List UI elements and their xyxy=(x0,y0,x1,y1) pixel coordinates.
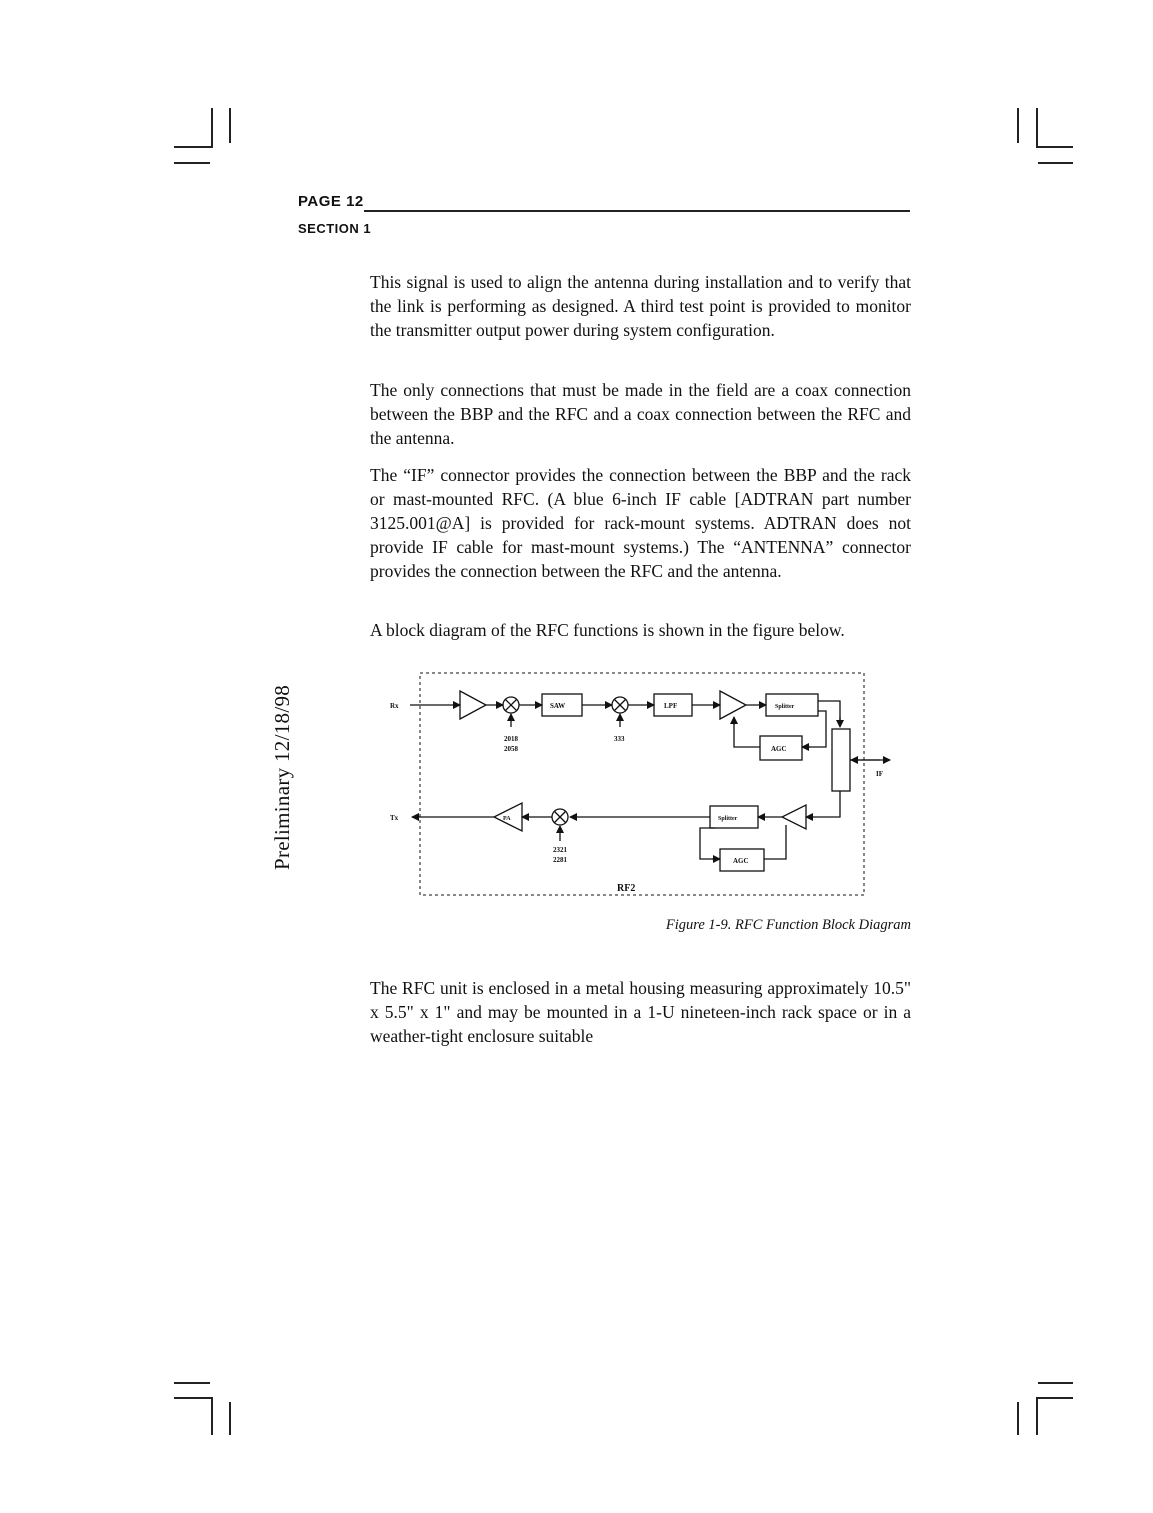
paragraph: The only connections that must be made in the field are a coax connection between the BBP and the RFC and a coax connection between the RFC and the antenna. xyxy=(370,380,911,448)
crop-mark xyxy=(211,108,213,148)
unit-label: RF2 xyxy=(617,883,636,894)
splitter-top-label: Splitter xyxy=(775,704,795,710)
crop-mark xyxy=(1017,108,1019,143)
lo2-freq: 333 xyxy=(614,735,625,743)
tx-label: Tx xyxy=(390,814,399,822)
section-label: SECTION 1 xyxy=(298,221,372,236)
diplexer xyxy=(832,729,850,791)
crop-mark xyxy=(1038,162,1073,164)
crop-mark xyxy=(174,146,213,148)
paragraph: A block diagram of the RFC functions is shown in the figure below. xyxy=(370,620,845,640)
crop-mark xyxy=(211,1397,213,1435)
rfc-block-diagram xyxy=(380,665,910,905)
crop-mark xyxy=(1036,1397,1073,1399)
crop-mark xyxy=(1036,108,1038,148)
splitter-bottom-label: Splitter xyxy=(718,816,738,822)
crop-mark xyxy=(1038,1382,1073,1384)
crop-mark xyxy=(174,162,210,164)
pa-label: PA xyxy=(503,816,511,822)
lo3-freq-a: 2321 xyxy=(553,846,567,854)
crop-mark xyxy=(1036,1397,1038,1435)
paragraph: The RFC unit is enclosed in a metal housing measuring approximately 10.5" x 5.5" x 1" and may be mounted in a 1-U nineteen-inch rack space or in a weather-tight enclosure suitable xyxy=(370,978,911,1046)
rx-agc-amplifier xyxy=(720,691,746,719)
lpf-label: LPF xyxy=(664,702,678,710)
rx-amplifier xyxy=(460,691,486,719)
crop-mark xyxy=(229,1402,231,1435)
crop-mark xyxy=(1017,1402,1019,1435)
agc-top-label: AGC xyxy=(771,745,787,753)
lo1-freq-b: 2058 xyxy=(504,745,518,753)
paragraph: The “IF” connector provides the connection between the BBP and the rack or mast-mounted RFC. (A blue 6-inch IF cable [ADTRAN part number 3125.001@A] is provided for rack-mount systems. ADTRAN does not provide IF cable for mast-mount systems.) The “ANTENNA” connector provides the connection between the RFC and the antenna. xyxy=(370,465,911,581)
rx-label: Rx xyxy=(390,702,399,710)
agc-bottom-label: AGC xyxy=(733,857,749,865)
header-rule xyxy=(364,210,910,212)
lo1-freq-a: 2018 xyxy=(504,735,518,743)
crop-mark xyxy=(174,1397,213,1399)
if-label: IF xyxy=(876,770,883,778)
lo3-freq-b: 2281 xyxy=(553,856,567,864)
crop-mark xyxy=(174,1382,210,1384)
sidebar-preliminary-date: Preliminary 12/18/98 xyxy=(270,684,294,870)
saw-label: SAW xyxy=(550,702,566,710)
paragraph: This signal is used to align the antenna during installation and to verify that the link is performing as designed. A third test point is provided to monitor the transmitter output power during system configuration. xyxy=(370,272,911,340)
rf2-enclosure xyxy=(420,673,864,895)
figure-caption: Figure 1-9. RFC Function Block Diagram xyxy=(665,917,911,933)
crop-mark xyxy=(229,108,231,143)
page-number: PAGE 12 xyxy=(298,193,364,210)
crop-mark xyxy=(1036,146,1073,148)
